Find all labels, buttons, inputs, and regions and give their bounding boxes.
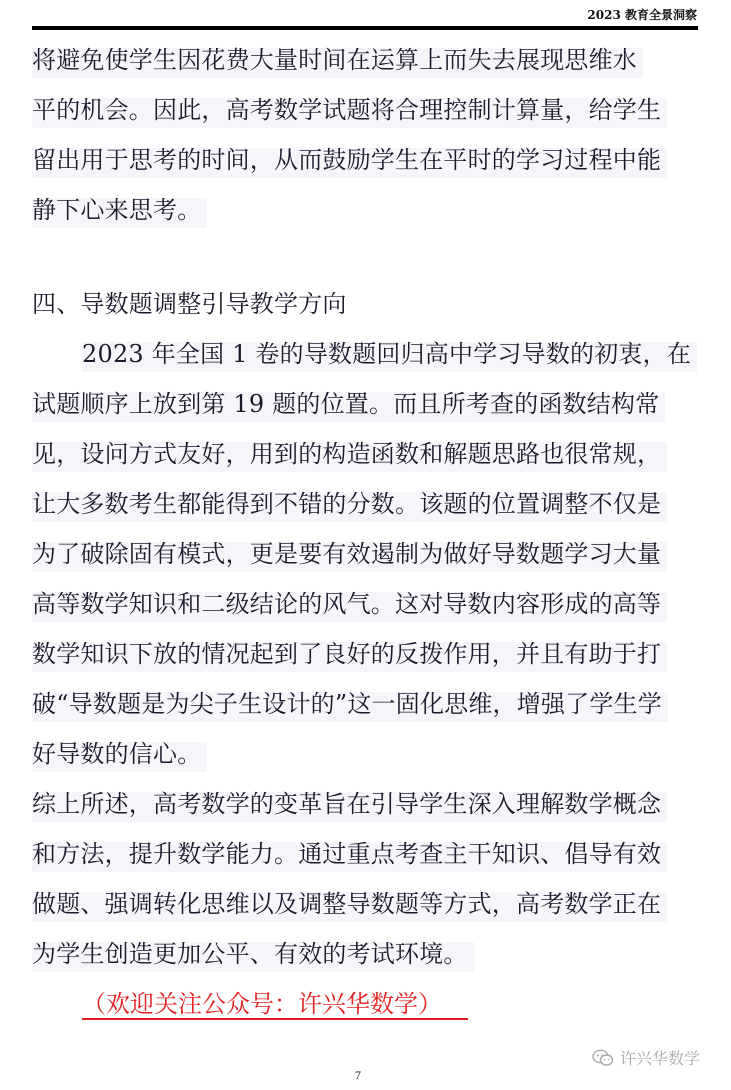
- follow-notice: （欢迎关注公众号：许兴华数学）: [82, 990, 442, 1018]
- page-header-title: 2023 教育全景洞察: [587, 8, 697, 22]
- wechat-icon: [592, 1049, 614, 1067]
- paragraph-line: 为学生创造更加公平、有效的考试环境。: [32, 942, 474, 972]
- follow-notice-underline: [82, 1018, 468, 1020]
- paragraph-line: 好导数的信心。: [32, 742, 207, 772]
- paragraph-line: 平的机会。因此，高考数学试题将合理控制计算量，给学生: [32, 98, 667, 128]
- paragraph-line: 和方法，提升数学能力。通过重点考查主干知识、倡导有效: [32, 842, 667, 872]
- paragraph-line: 留出用于思考的时间，从而鼓励学生在平时的学习过程中能: [32, 148, 667, 178]
- paragraph-line: 静下心来思考。: [32, 198, 207, 228]
- paragraph-line: 试题顺序上放到第 19 题的位置。而且所考查的函数结构常: [32, 392, 665, 422]
- header-rule: [32, 26, 698, 30]
- paragraph-line: 见，设问方式友好，用到的构造函数和解题思路也很常规，: [32, 442, 667, 472]
- paragraph-line: 数学知识下放的情况起到了良好的反拨作用，并且有助于打: [32, 642, 667, 672]
- watermark-text: 许兴华数学: [620, 1049, 701, 1068]
- paragraph-line: 破“导数题是为尖子生设计的”这一固化思维，增强了学生学: [32, 692, 668, 722]
- section-heading: 四、导数题调整引导教学方向: [32, 290, 347, 318]
- paragraph-line: 让大多数考生都能得到不错的分数。该题的位置调整不仅是: [32, 492, 667, 522]
- paragraph-line: 将避免使学生因花费大量时间在运算上而失去展现思维水: [32, 48, 643, 78]
- page-number: 7: [355, 1068, 361, 1082]
- paragraph-line: 综上所述，高考数学的变革旨在引导学生深入理解数学概念: [32, 792, 667, 822]
- watermark: [592, 1046, 700, 1069]
- paragraph-line: 高等数学知识和二级结论的风气。这对导数内容形成的高等: [32, 592, 667, 622]
- paragraph-line: 为了破除固有模式，更是要有效遏制为做好导数题学习大量: [32, 542, 667, 572]
- paragraph-line: 做题、强调转化思维以及调整导数题等方式，高考数学正在: [32, 892, 667, 922]
- paragraph-line: 2023 年全国 1 卷的导数题回归高中学习导数的初衷，在: [82, 342, 697, 372]
